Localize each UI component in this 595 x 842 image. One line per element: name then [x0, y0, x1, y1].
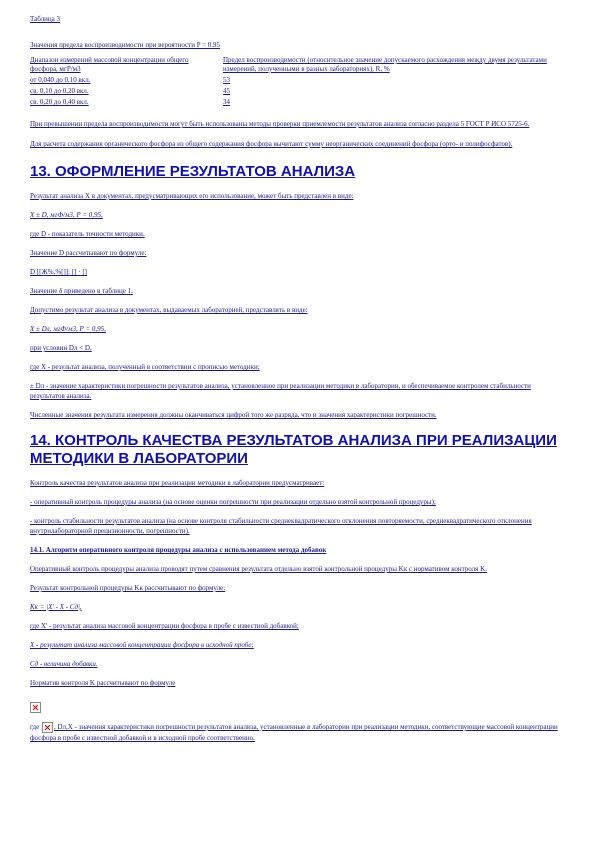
- s14-k-formula-intro: Норматив контроля K рассчитывают по формуле: [30, 679, 176, 687]
- section-13-heading: 13. ОФОРМЛЕНИЕ РЕЗУЛЬТАТОВ АНАЛИЗА: [30, 163, 356, 180]
- s13-d-formula-intro: Значение D рассчитывают по формуле:: [30, 249, 147, 257]
- table-row: [30, 98, 550, 109]
- s13-where-x: где X - результат анализа, полученный в соответствии с прописью методики;: [30, 363, 260, 371]
- s14-final-definition: [30, 722, 567, 743]
- table-header-cell: Диапазон измерений массовой концентрации общего фосфора, мгР/м3: [30, 56, 189, 73]
- table-cell: св. 0,20 до 0,40 вкл.: [30, 98, 89, 106]
- s14-subheading-14-1: 14.1. Алгоритм оперативного контроля процедуры анализа с использованием метода добавок: [30, 546, 327, 554]
- paragraph-organic-phosphorus: Для расчета содержания органического фосфора из общего содержания фосфора вычитают сумму неорганических соединений фосфора (орто- и полифосфатов).: [30, 140, 513, 148]
- table-cell: 34: [223, 98, 230, 106]
- s13-d-formula: D [[Ж%,%[]]: [] · []: [30, 268, 87, 276]
- s13-lab-result-intro: Допустимо результат анализа в документах, выдаваемых лабораторией, представлять в виде:: [30, 306, 308, 314]
- table-row: [30, 87, 550, 98]
- s13-formula-result: X ± D, мгФ/м3, P = 0,95,: [30, 211, 103, 219]
- formula-image-placeholder: [30, 698, 567, 710]
- table-header-row: [30, 56, 550, 76]
- section-14-heading: 14. КОНТРОЛЬ КАЧЕСТВА РЕЗУЛЬТАТОВ АНАЛИЗА ПРИ РЕАЛИЗАЦИИ МЕТОДИКИ В ЛАБОРАТОРИИ: [30, 432, 557, 467]
- s14-where-cd: Cд - величина добавки.: [30, 660, 98, 668]
- table-label: Таблица 3: [30, 15, 60, 23]
- s14-operational-method: Оперативный контроль процедуры анализа проводят путем сравнения результата отдельно взятой контрольной процедуры Kк с нормативом контроля K.: [30, 565, 487, 573]
- s14-where-x-prime: где X' - результат анализа массовой концентрации фосфора в пробе с известной добавкой;: [30, 622, 299, 630]
- s14-intro: Контроль качества результатов анализа при реализации методики в лаборатории предусматривает:: [30, 479, 325, 487]
- table-cell: 53: [223, 76, 230, 84]
- s13-where-d: где D - показатель точности методики.: [30, 230, 145, 238]
- s13-condition: при условии Dл < D,: [30, 344, 92, 352]
- table-row: [30, 76, 550, 87]
- document-page: [30, 14, 567, 743]
- s14-where-x: X - результат анализа массовой концентрации фосфора в исходной пробе;: [30, 641, 254, 649]
- s13-lab-formula: X ± Dл, мгФ/м3, P = 0,95,: [30, 325, 106, 333]
- broken-image-icon: [30, 702, 41, 713]
- s14-stability-control: - контроль стабильности результатов анализа (на основе контроля стабильности среднеквадратического отклонения повторяемости, среднеквадратического отклонения внутрилабораторной прецизионности, погрешности).: [30, 517, 532, 535]
- table-cell: св. 0,10 до 0,20 вкл.: [30, 87, 89, 95]
- table-caption: Значения предела воспроизводимости при вероятности P = 0.95: [30, 41, 221, 49]
- s14-where-label: где: [30, 723, 40, 732]
- s13-dl-definition: ± Dл - значение характеристики погрешности результатов анализа, установленное при реализации методики в лаборатории, и обеспечиваемое контролем стабильности результатов анализа.: [30, 382, 531, 400]
- s13-intro: Результат анализа X в документах, предусматривающих его использование, может быть представлен в виде:: [30, 192, 354, 200]
- s14-final-definition-text: , Dл,X - значения характеристики погрешности результатов анализа, установленные в лаборатории при реализации методики, соответствующие массовой концентрации фосфора в пробе с известной добавкой и в исходной пробе соответственно.: [30, 723, 558, 742]
- broken-image-icon: [42, 722, 53, 733]
- reproducibility-table: [30, 56, 550, 109]
- s14-kk-formula-intro: Результат контрольной процедуры Kк рассчитывают по формуле:: [30, 584, 226, 592]
- s14-operational-control: - оперативный контроль процедуры анализа (на основе оценки погрешности при реализации отдельно взятой контрольной процедуры);: [30, 498, 436, 506]
- table-header-cell: Предел воспроизводимости (относительное значение допускаемого расхождения между двумя результатами измерений, полученными в разных лабораториях), R, %: [223, 56, 547, 73]
- s14-kk-formula: Kк = |X' - X - Cд|,: [30, 603, 82, 611]
- s13-delta-ref: Значение δ приведено в таблице 1.: [30, 287, 133, 295]
- s13-rounding-note: Численные значения результата измерения должны оканчиваться цифрой того же разряда, что и значения характеристики погрешности.: [30, 411, 437, 419]
- table-cell: 45: [223, 87, 230, 95]
- table-cell: от 0,040 до 0,10 вкл.: [30, 76, 91, 84]
- paragraph-reproducibility: При превышении предела воспроизводимости могут быть использованы методы проверки приемлемости результатов анализа согласно раздела 5 ГОСТ Р ИСО 5725-6.: [30, 120, 530, 128]
